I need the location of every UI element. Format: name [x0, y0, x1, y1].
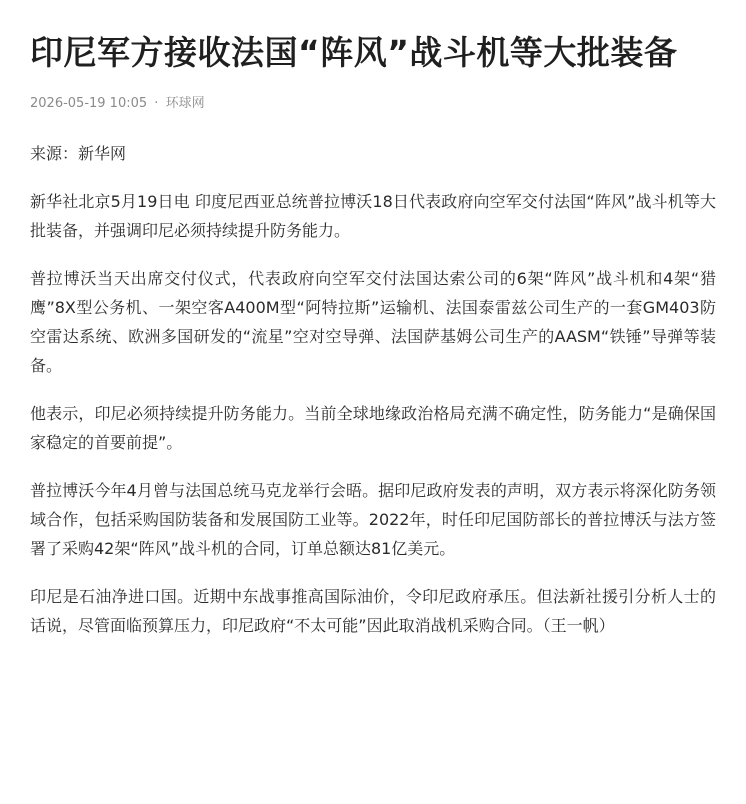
body-paragraph: 普拉博沃今年4月曾与法国总统马克龙举行会晤。据印尼政府发表的声明，双方表示将深化防务领域合作，包括采购国防装备和发展国防工业等。2022年，时任印尼国防部长的普拉博沃与法方签署了采购42架“阵风”战斗机的合同，订单总额达81亿美元。: [30, 481, 716, 558]
meta-separator: ·: [154, 96, 159, 111]
source-line: 来源：新华网: [30, 144, 127, 163]
source-name: 环球网: [165, 96, 205, 111]
body-paragraph: 普拉博沃当天出席交付仪式，代表政府向空军交付法国达索公司的6架“阵风”战斗机和4架“猎鹰”8X型公务机、一架空客A400M型“阿特拉斯”运输机、法国泰雷兹公司生产的一套GM403防空雷达系统、欧洲多国研发的“流星”空对空导弹、法国萨基姆公司生产的AASM“铁锤”导弹等装备。: [30, 269, 716, 375]
article-title: 印尼军方接收法国“阵风”战斗机等大批装备: [30, 33, 678, 72]
body-paragraph: 他表示，印尼必须持续提升防务能力。当前全球地缘政治格局充满不确定性，防务能力“是确保国家稳定的首要前提”。: [30, 404, 716, 452]
body-paragraph: 印尼是石油净进口国。近期中东战事推高国际油价，令印尼政府承压。但法新社援引分析人士的话说，尽管面临预算压力，印尼政府“不太可能”因此取消战机采购合同。（王一帆）: [30, 587, 716, 635]
article-meta: [30, 95, 716, 113]
publish-datetime: 2026-05-19 10:05: [30, 96, 148, 111]
body-paragraph: 新华社北京5月19日电 印度尼西亚总统普拉博沃18日代表政府向空军交付法国“阵风”战斗机等大批装备，并强调印尼必须持续提升防务能力。: [30, 192, 716, 240]
article-body: [30, 139, 716, 640]
